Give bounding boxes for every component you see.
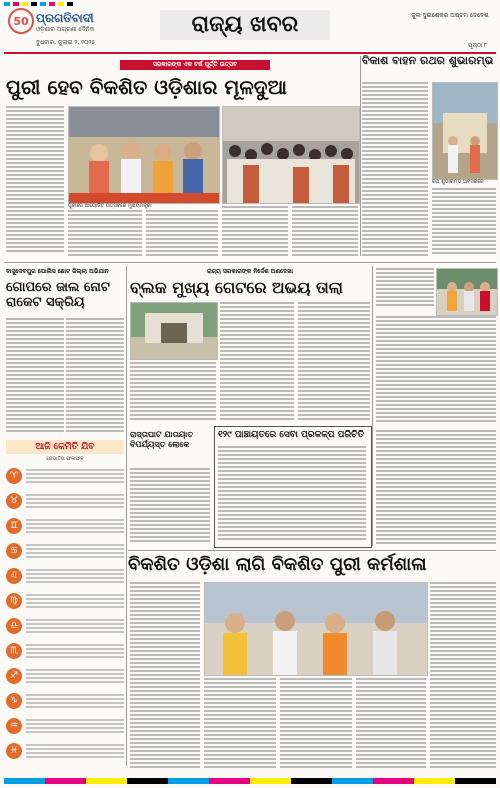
bottom-headline: ବିକଶିତ ଓଡ଼ିଶା ଲାଗି ବିକଶିତ ପୁରୀ କର୍ମଶାଳା (128, 554, 427, 575)
zodiac-icon: ♑ (6, 693, 22, 709)
zodiac-icon: ♒ (6, 718, 22, 734)
lead-body-col4 (222, 206, 288, 258)
center-body-col3 (298, 302, 370, 424)
zodiac-icon: ♎ (6, 618, 22, 634)
right-headline: ବିକାଶ ବାହନ ରଥର ଶୁଭାରମ୍ଭ (362, 54, 494, 67)
right-mid-body-col2 (376, 316, 496, 424)
column-rule (360, 56, 361, 256)
gate-photo (130, 302, 218, 360)
lead-headline: ପୁରୀ ହେବ ବିକଶିତ ଓଡ଼ିଶାର ମୂଳଦୁଆ (6, 75, 287, 99)
small-body (130, 468, 210, 546)
horoscope-text (26, 594, 124, 610)
meeting-photo (436, 268, 498, 316)
paper-name: ପ୍ରଗତିବାଦୀ (36, 11, 94, 25)
horoscope-row (6, 691, 124, 715)
horoscope-title: ଆଜି କେମିତି ଯିବ (6, 440, 124, 454)
horoscope-row (6, 541, 124, 565)
horoscope-text (26, 469, 124, 485)
right-body-col1 (362, 82, 428, 258)
horoscope-row (6, 516, 124, 540)
horoscope-row (6, 491, 124, 515)
horoscope-text (26, 569, 124, 585)
zodiac-icon: ♊ (6, 518, 22, 534)
masthead (0, 6, 500, 52)
section-title: ରାଜ୍ୟ ଖବର (160, 10, 330, 40)
zodiac-icon: ♓ (6, 743, 22, 759)
zodiac-icon: ♏ (6, 643, 22, 659)
left-mid-headline: ଗୋପରେ ଜାଲ ନୋଟ ରାକେଟ ସକ୍ରିୟ (6, 280, 110, 310)
lead-body-col1 (6, 106, 64, 256)
horoscope-row (6, 716, 124, 740)
lead-photo-caption: ପୁରୀରେ ଆୟୋଜିତ ଉତ୍ସବରେ ମୁଖ୍ୟମନ୍ତ୍ରୀ (68, 203, 152, 209)
horoscope-text (26, 694, 124, 710)
column-rule (372, 266, 373, 546)
box-headline: ୧୨୯ ପାଞ୍ଚାୟତରେ ସେବା ପ୍ରକଳ୍ପ ପରିଚିତି (218, 430, 364, 440)
left-mid-body-col2 (66, 318, 124, 434)
lead-strap: ସରକାରଙ୍କ ଏକ ବର୍ଷ ପୂର୍ତ୍ତି ଉତ୍ସବ (120, 60, 270, 70)
right-mid-body-col1 (376, 268, 434, 308)
center-body-col2 (220, 302, 294, 424)
horoscope-subtitle: ଜ୍ୟୋତିଷ ଫଳାଫଳ (46, 456, 84, 462)
zodiac-icon: ♋ (6, 543, 22, 559)
anniversary-logo: 50 (8, 8, 34, 34)
small-headline: ରାସ୍ତାଘାଟ ଯାତାୟାତ ବିପର୍ଯ୍ୟସ୍ତ ଲୋକେ (130, 430, 194, 449)
lead-photo (68, 106, 220, 204)
horoscope-row (6, 466, 124, 490)
horoscope-row (6, 591, 124, 615)
horoscope-text (26, 619, 124, 635)
horoscope-row (6, 616, 124, 640)
lead-body-col5 (292, 206, 358, 258)
horoscope-text (26, 519, 124, 535)
section-rule (128, 550, 496, 551)
horoscope-text (26, 744, 124, 760)
bottom-body-col5 (430, 582, 496, 772)
left-kicker: ବାସୁଦେବପୁର ପୋଲିସ ଛୋଟ ଜିଲ୍ଲା ଅଭିଯାନ (6, 268, 109, 275)
horoscope-text (26, 669, 124, 685)
box-body (218, 446, 366, 542)
lead-body-col3 (146, 210, 218, 258)
horoscope-row (6, 741, 124, 765)
right-body-col2 (432, 188, 496, 258)
right-lower-body (376, 430, 496, 546)
zodiac-icon: ♉ (6, 493, 22, 509)
left-mid-body-col1 (6, 318, 64, 434)
zodiac-icon: ♐ (6, 668, 22, 684)
center-body-col1 (130, 362, 216, 424)
workshop-photo (204, 582, 428, 676)
zodiac-icon: ♈ (6, 468, 22, 484)
lead-body-col2 (68, 210, 142, 258)
paper-subtitle: ଓଡ଼ିଶାର ଅଗ୍ରଣୀ ଦୈନିକ (36, 26, 95, 33)
horoscope-text (26, 719, 124, 735)
horoscope-text (26, 494, 124, 510)
bottom-body-col3 (280, 678, 352, 772)
zodiac-icon: ♍ (6, 593, 22, 609)
center-headline: ବ୍ଲକ ମୁଖ୍ୟ ଗେଟରେ ଅଭୟ ତାଲା (130, 278, 343, 297)
right-photo (432, 82, 498, 180)
bottom-body-col1 (130, 582, 200, 772)
bottom-body-col4 (356, 678, 426, 772)
crowd-photo (222, 106, 360, 204)
section-rule (4, 262, 496, 263)
registration-color-bar (4, 778, 496, 784)
horoscope-row (6, 641, 124, 665)
page-number: ପୃଷ୍ଠା ୮ (468, 42, 488, 49)
corner-ad-text: ଜୁଲ ଦୁଇଶେକର ଅଷ୍ଟମ ଦେବେଶ (411, 12, 489, 19)
horoscope-row (6, 666, 124, 690)
zodiac-icon: ♌ (6, 568, 22, 584)
horoscope-text (26, 644, 124, 660)
right-photo-caption: ରଥ ଶୁଭାରମ୍ଭ ଅବସରରେ (432, 179, 484, 185)
horoscope-text (26, 544, 124, 560)
bottom-body-col2 (204, 678, 276, 772)
column-rule (126, 266, 127, 766)
date-line: ବୁଧବାର, ଜୁଲାଇ ୨, ୨୦୨୫ (36, 39, 96, 46)
horoscope-row (6, 566, 124, 590)
center-kicker: ରାଜ୍ୟ ସରକାରଙ୍କ ନିର୍ଦ୍ଦେଶ ଅଣଦେଖା (206, 268, 294, 275)
